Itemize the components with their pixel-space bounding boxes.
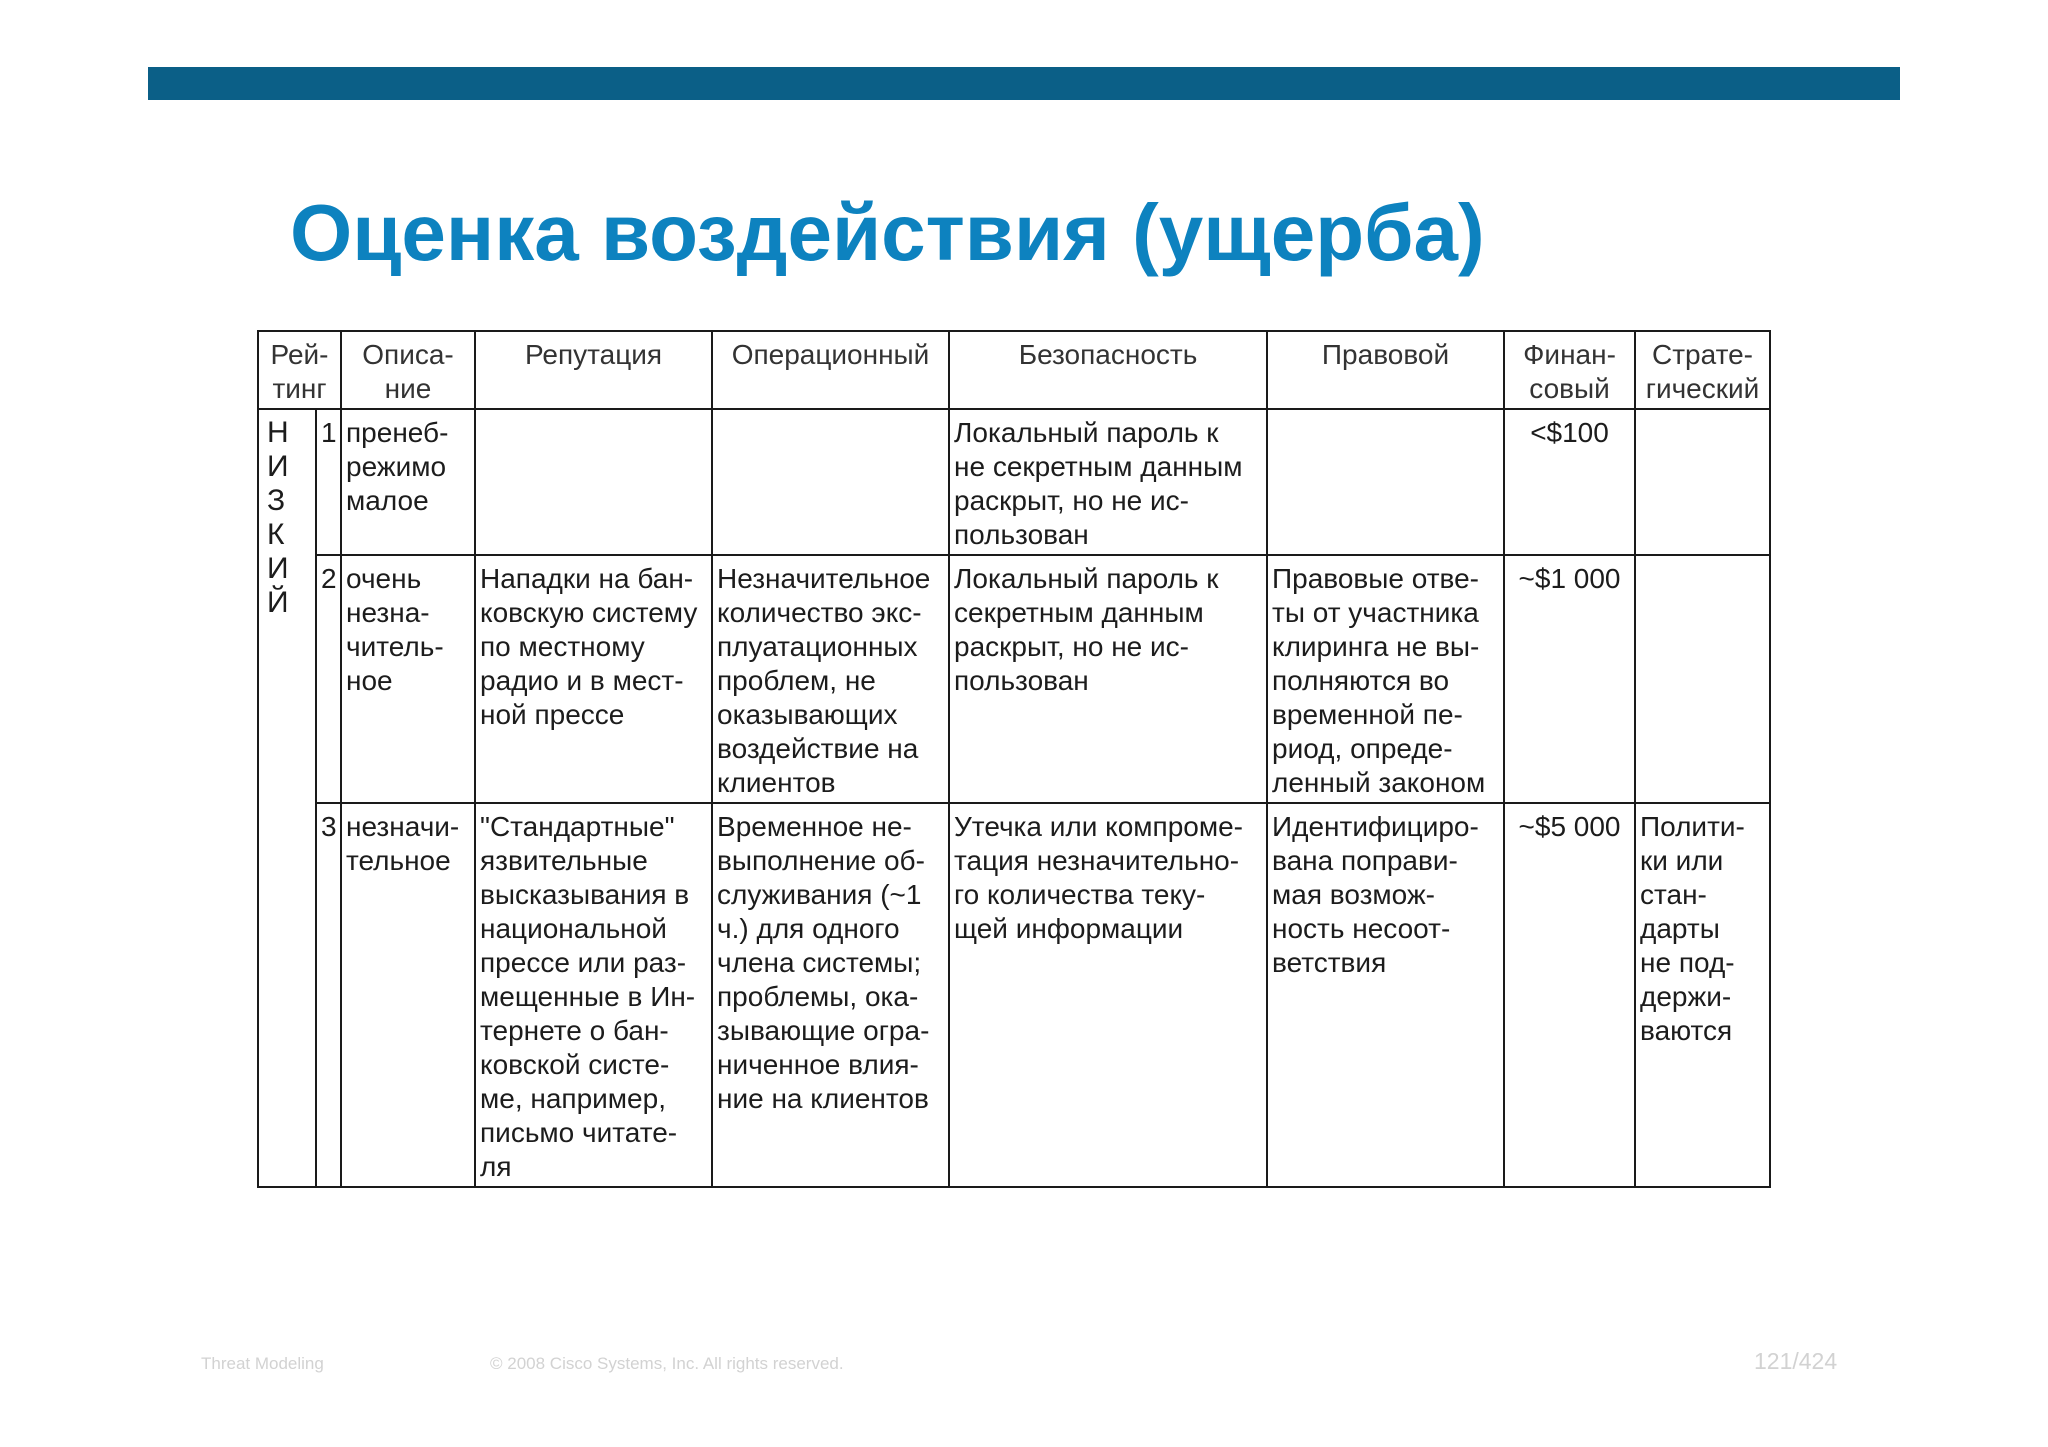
table-header-row (258, 331, 1770, 409)
impact-assessment-table (257, 330, 1771, 1188)
description-cell: пренеб- режимо малое (341, 409, 475, 555)
header-reputation: Репутация (475, 331, 712, 409)
security-cell: Локальный пароль к не секретным данным раскрыт, но не ис- пользован (949, 409, 1267, 555)
slide-title: Оценка воздействия (ущерба) (290, 188, 1485, 277)
reputation-cell: "Стандартные" язвительные высказывания в национальной прессе или раз- мещенные в Ин- тернете о бан- ковской систе- ме, например, письмо читате- ля (475, 803, 712, 1187)
rank-number: 1 (316, 409, 341, 555)
security-cell: Утечка или компроме- тация незначительно- го количества теку- щей информации (949, 803, 1267, 1187)
financial-cell: <$100 (1504, 409, 1635, 555)
operational-cell: Временное не- выполнение об- служивания (~1 ч.) для одного члена системы; проблемы, ока- зывающие огра- ниченное влия- ние на клиентов (712, 803, 949, 1187)
rank-number: 3 (316, 803, 341, 1187)
reputation-cell (475, 409, 712, 555)
strategic-cell: Полити- ки или стан- дарты не под- держи- ваются (1635, 803, 1770, 1187)
description-cell: незначи- тельное (341, 803, 475, 1187)
financial-cell: ~$5 000 (1504, 803, 1635, 1187)
footer-course-name: Threat Modeling (201, 1354, 324, 1373)
financial-cell: ~$1 000 (1504, 555, 1635, 803)
footer-copyright: © 2008 Cisco Systems, Inc. All rights reserved. (490, 1354, 844, 1373)
header-strategic: Страте- гический (1635, 331, 1770, 409)
legal-cell (1267, 409, 1504, 555)
rank-number: 2 (316, 555, 341, 803)
description-cell: очень незна- читель- ное (341, 555, 475, 803)
table-row (258, 555, 1770, 803)
table-row (258, 409, 1770, 555)
header-description: Описа- ние (341, 331, 475, 409)
strategic-cell (1635, 409, 1770, 555)
header-financial: Финан- совый (1504, 331, 1635, 409)
operational-cell: Незначительное количество экс- плуатационных проблем, не оказывающих воздействие на клиентов (712, 555, 949, 803)
security-cell: Локальный пароль к секретным данным раскрыт, но не ис- пользован (949, 555, 1267, 803)
header-rating: Рей- тинг (258, 331, 341, 409)
page-number: 121/424 (1754, 1348, 1838, 1374)
operational-cell (712, 409, 949, 555)
level-low-label: НИЗКИЙ (258, 409, 316, 1187)
reputation-cell: Нападки на бан- ковскую систему по местному радио и в мест- ной прессе (475, 555, 712, 803)
strategic-cell (1635, 555, 1770, 803)
header-security: Безопасность (949, 331, 1267, 409)
legal-cell: Идентифициро- вана поправи- мая возмож- ность несоот- ветствия (1267, 803, 1504, 1187)
legal-cell: Правовые отве- ты от участника клиринга не вы- полняются во временной пе- риод, опреде- ленный законом (1267, 555, 1504, 803)
header-operational: Операционный (712, 331, 949, 409)
header-legal: Правовой (1267, 331, 1504, 409)
table-row (258, 803, 1770, 1187)
header-bar (148, 67, 1900, 100)
